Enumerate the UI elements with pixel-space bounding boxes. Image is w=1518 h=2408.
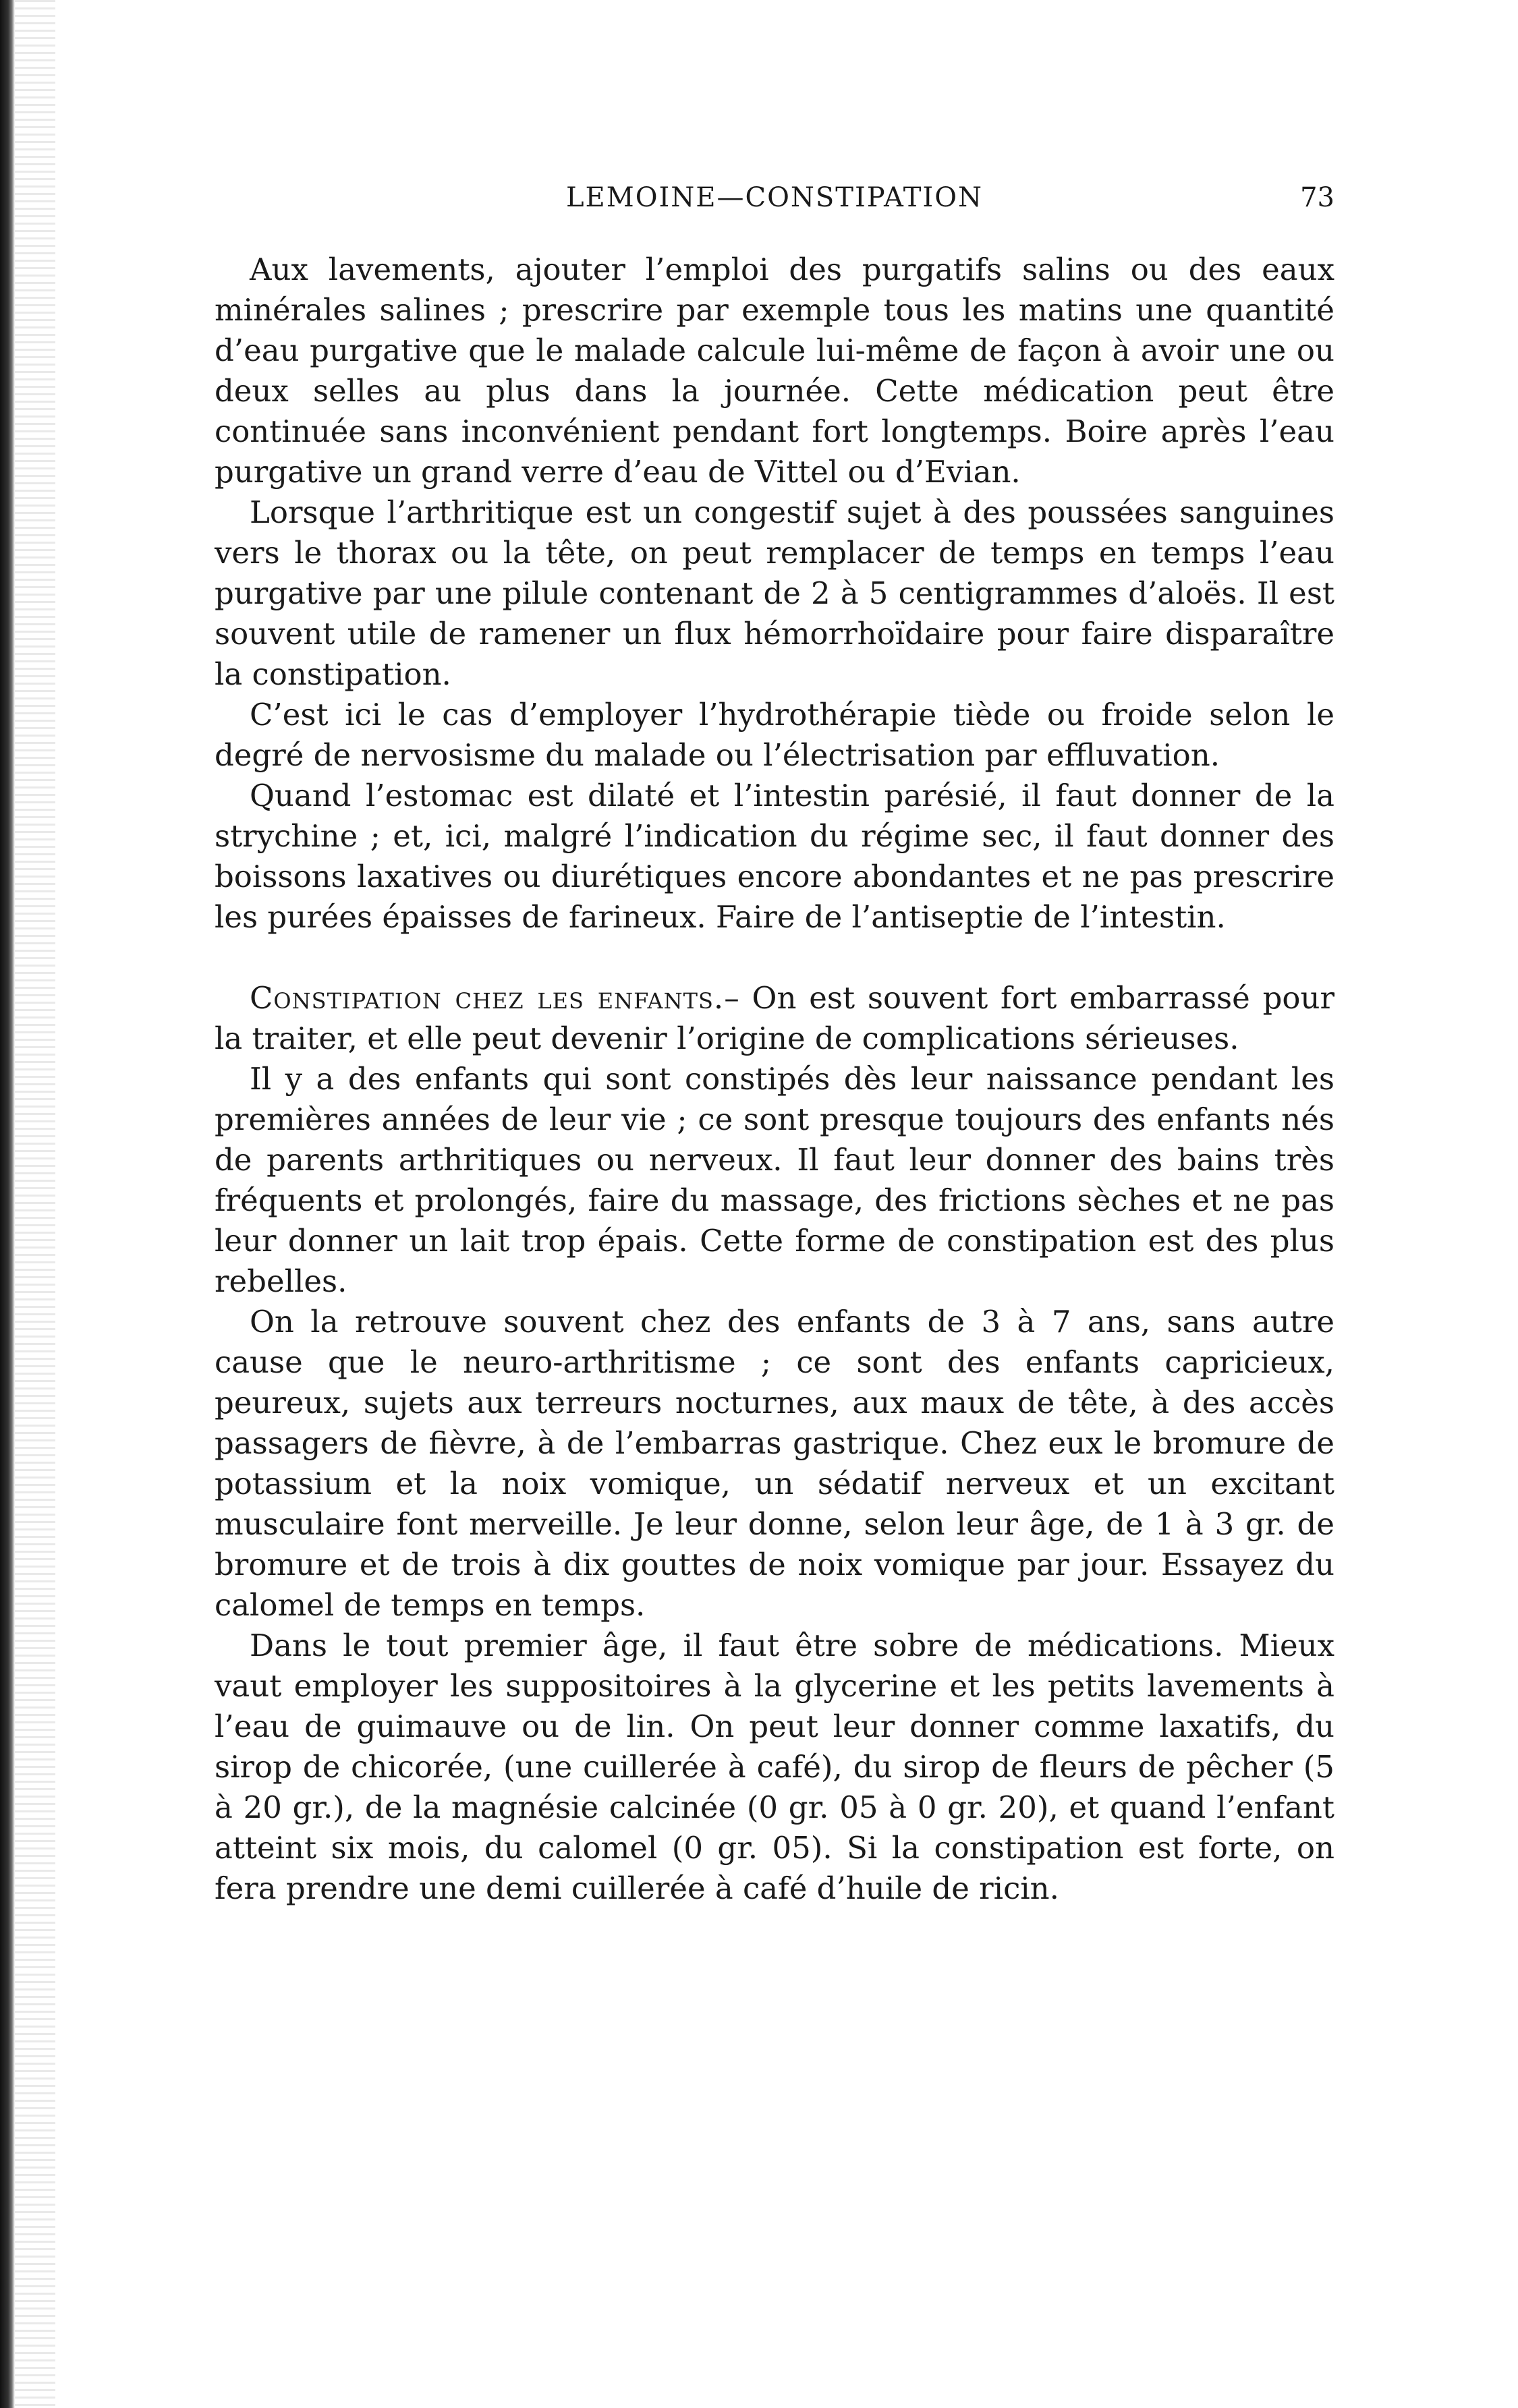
paragraph: Dans le tout premier âge, il faut être sobre de médications. Mieux vaut employer les suppositoires à la glycerine et les petits lavements à l’eau de guimauve ou de lin. On peut leur donner comme laxatifs, du sirop de chicorée, (une cuillerée à café), du sirop de fleurs de pêcher (5 à 20 gr.), de la magnésie calcinée (0 gr. 05 à 0 gr. 20), et quand l’enfant atteint six mois, du calomel (0 gr. 05). Si la constipation est forte, on fera prendre une demi cuillerée à café d’huile de ricin. [215,1628,1334,1906]
binding-shadow [15,0,55,2408]
book-page [215,182,1334,1909]
paragraph: Lorsque l’arthritique est un congestif sujet à des poussées sanguines vers le thorax ou la tête, on peut remplacer de temps en temps l’eau purgative par une pilule contenant de 2 à 5 centigrammes d’aloës. Il est souvent utile de ramener un flux hémorrhoïdaire pour faire disparaître la constipation. [215,494,1334,692]
paragraph: Il y a des enfants qui sont constipés dès leur naissance pendant les premières années de leur vie ; ce sont presque toujours des enfants nés de parents arthritiques ou nerveux. Il faut leur donner des bains très fréquents et prolongés, faire du massage, des frictions sèches et ne pas leur donner un lait trop épais. Cette forme de constipation est des plus rebelles. [215,1061,1334,1299]
paragraph: Aux lavements, ajouter l’emploi des purgatifs salins ou des eaux minérales salines ; prescrire par exemple tous les matins une quantité d’eau purgative que le malade calcule lui-même de façon à avoir une ou deux selles au plus dans la journée. Cette médication peut être continuée sans inconvénient pendant fort longtemps. Boire après l’eau purgative un grand verre d’eau de Vittel ou d’Evian. [215,252,1334,490]
running-title: LEMOINE—CONSTIPATION [565,182,983,213]
page-number: 73 [1300,182,1334,213]
paragraph: On la retrouve souvent chez des enfants de 3 à 7 ans, sans autre cause que le neuro-arthritisme ; ce sont des enfants capricieux, peureux, sujets aux terreurs nocturnes, aux maux de tête, à des accès passagers de fièvre, à de l’embarras gastrique. Chez eux le bromure de potassium et la noix vomique, un sédatif nerveux et un excitant musculaire font merveille. Je leur donne, selon leur âge, de 1 à 3 gr. de bromure et de trois à dix gouttes de noix vomique par jour. Essayez du calomel de temps en temps. [215,1304,1334,1623]
running-head [215,182,1334,223]
book-binding-edge [0,0,15,2408]
section-heading: Constipation chez les enfants. [250,980,725,1016]
section-intro-text: – On est souvent fort embarrassé pour la traiter, et elle peut devenir l’origine de complications sérieuses. [215,980,1334,1056]
section-intro-paragraph [215,978,1334,1059]
paragraph: Quand l’estomac est dilaté et l’intestin parésié, il faut donner de la strychine ; et, ici, malgré l’indication du régime sec, il faut donner des boissons laxatives ou diurétiques encore abondantes et ne pas prescrire les purées épaisses de farineux. Faire de l’antiseptie de l’intestin. [215,778,1334,935]
paragraph: C’est ici le cas d’employer l’hydrothérapie tiède ou froide selon le degré de nervosisme du malade ou l’électrisation par effluvation. [215,697,1334,773]
